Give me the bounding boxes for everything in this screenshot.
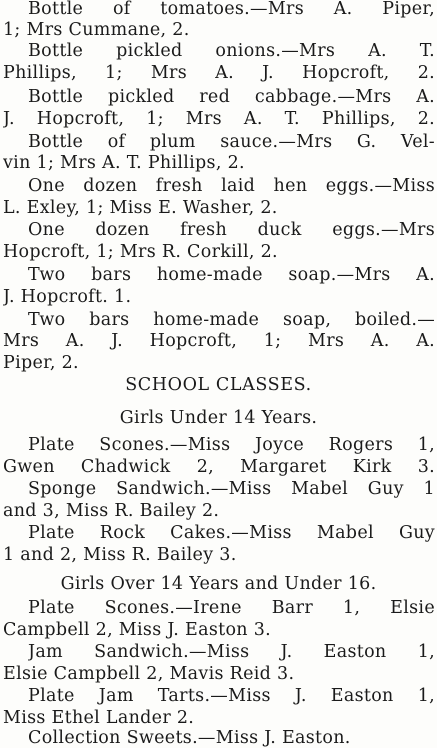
text-line: J. Hopcroft, 1; Mrs A. T. Phillips, 2. <box>3 109 435 129</box>
subsection-heading: Girls Under 14 Years. <box>119 408 318 428</box>
text-line: One dozen fresh duck eggs.—Mrs <box>28 220 435 240</box>
subsection-heading: Girls Over 14 Years and Under 16. <box>60 574 377 594</box>
text-line: L. Exley, 1; Miss E. Washer, 2. <box>3 198 278 218</box>
text-line: Plate Rock Cakes.—Miss Mabel Guy <box>28 523 435 543</box>
text-line: Gwen Chadwick 2, Margaret Kirk 3. <box>3 457 435 477</box>
text-line: Phillips, 1; Mrs A. J. Hopcroft, 2. <box>3 63 435 83</box>
text-line: Elsie Campbell 2, Mavis Reid 3. <box>3 664 295 684</box>
text-line: Sponge Sandwich.—Miss Mabel Guy 1 <box>28 479 435 499</box>
text-line: Bottle pickled red cabbage.—Mrs A. <box>28 87 435 107</box>
text-line: Bottle of tomatoes.—Mrs A. Piper, <box>28 0 435 19</box>
text-line: Plate Scones.—Miss Joyce Rogers 1, <box>28 435 435 455</box>
text-line: vin 1; Mrs A. T. Phillips, 2. <box>3 153 245 173</box>
text-line: 1 and 2, Miss R. Bailey 3. <box>3 545 237 565</box>
text-line: Piper, 2. <box>3 353 79 373</box>
text-line: Miss Ethel Lander 2. <box>3 708 195 728</box>
text-line: Plate Scones.—Irene Barr 1, Elsie <box>28 598 435 618</box>
text-line: J. Hopcroft. 1. <box>3 287 132 307</box>
text-line: Plate Jam Tarts.—Miss J. Easton 1, <box>28 686 435 706</box>
text-line: Hopcroft, 1; Mrs R. Corkill, 2. <box>3 242 278 262</box>
section-heading: SCHOOL CLASSES. <box>125 375 312 395</box>
text-line: and 3, Miss R. Bailey 2. <box>3 501 220 521</box>
text-line: 1; Mrs Cummane, 2. <box>3 20 190 40</box>
text-line: Campbell 2, Miss J. Easton 3. <box>3 620 272 640</box>
text-line: Bottle pickled onions.—Mrs A. T. <box>28 41 435 61</box>
text-line: Bottle of plum sauce.—Mrs G. Vel- <box>28 132 435 152</box>
text-line: Collection Sweets.—Miss J. Easton. <box>28 728 351 748</box>
text-line: Two bars home-made soap, boiled.— <box>28 310 435 330</box>
text-line: One dozen fresh laid hen eggs.—Miss <box>28 176 435 196</box>
text-line: Jam Sandwich.—Miss J. Easton 1, <box>28 642 435 662</box>
text-line: Mrs A. J. Hopcroft, 1; Mrs A. A. <box>3 331 435 351</box>
text-line: Two bars home-made soap.—Mrs A. <box>28 265 435 285</box>
